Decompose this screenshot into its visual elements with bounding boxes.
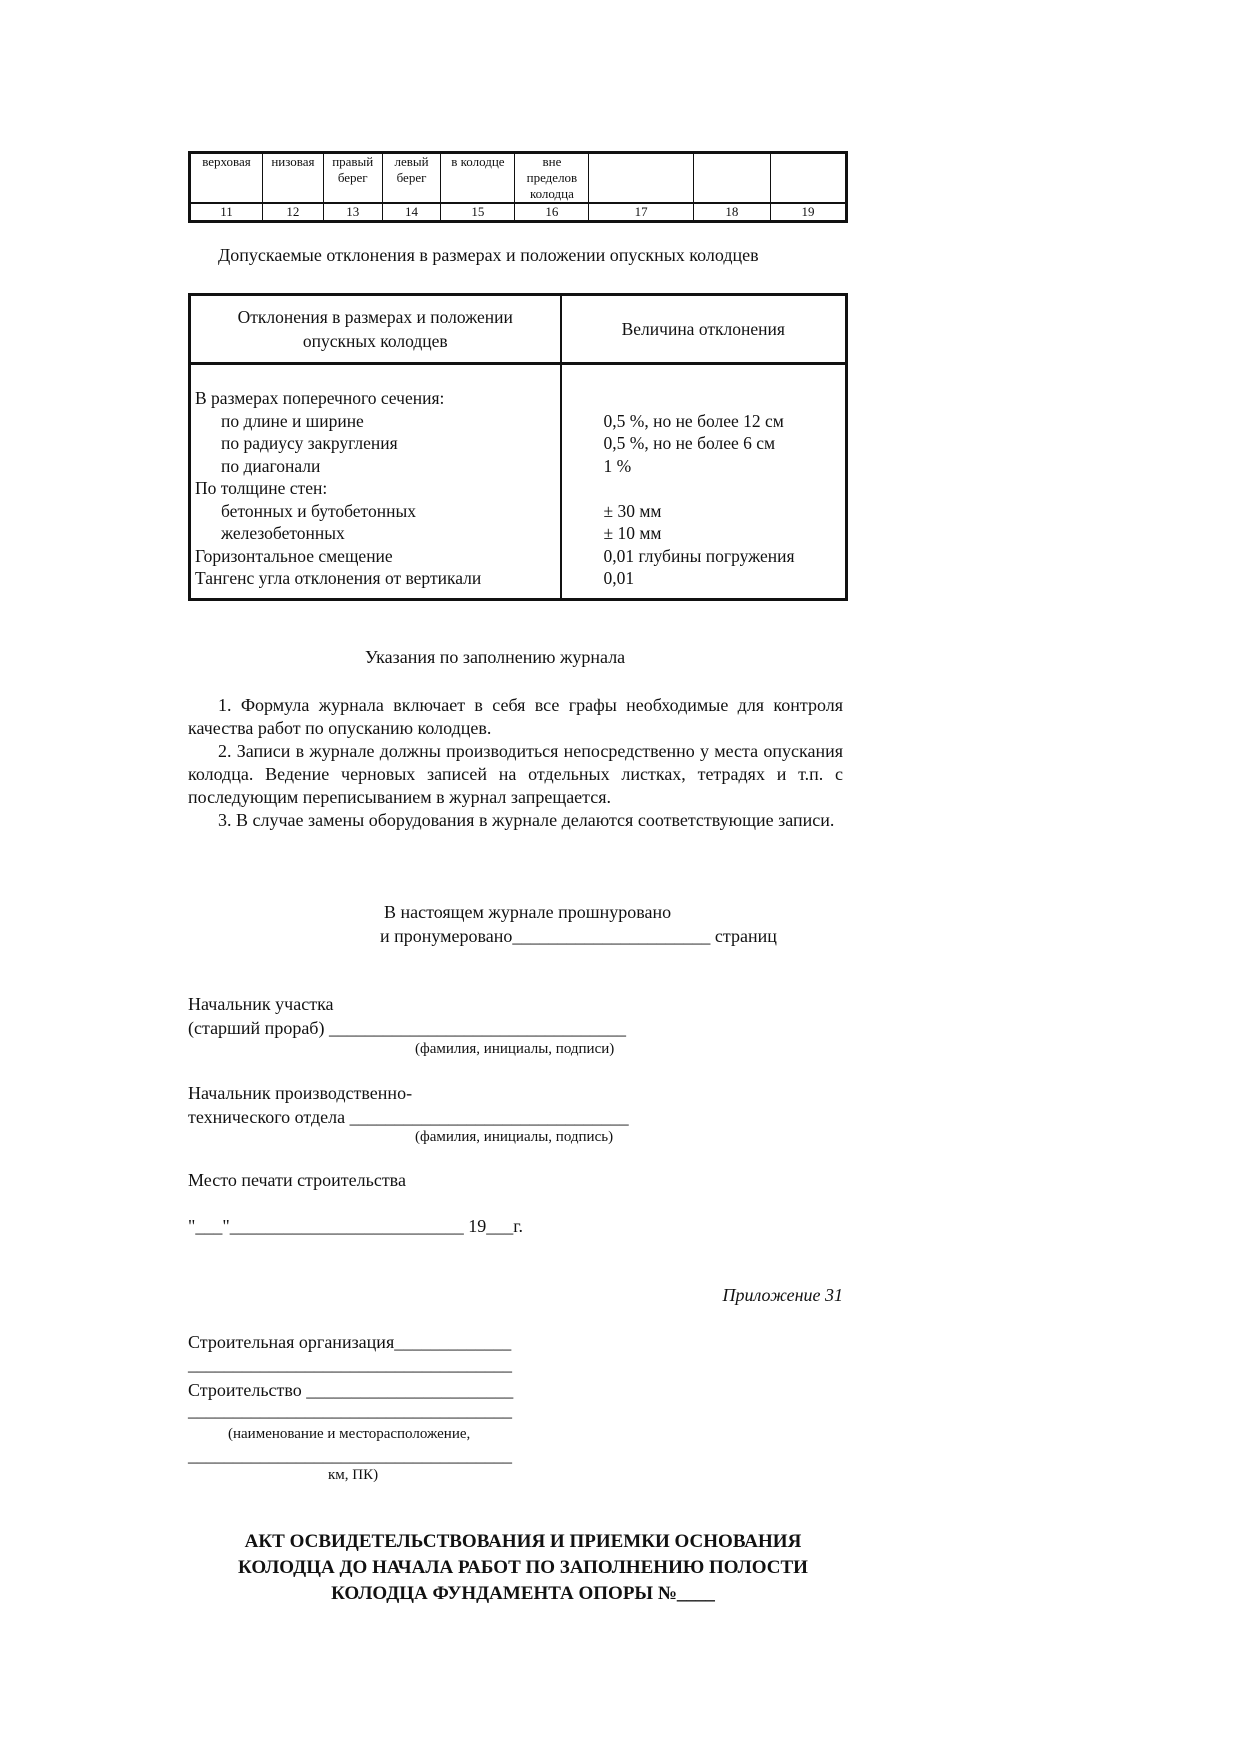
construction-line: Строительство _______________________ [188, 1380, 514, 1400]
col-number: 14 [382, 203, 441, 222]
value-col-header: Величина отклонения [561, 295, 847, 364]
col-header: верховая [190, 153, 263, 204]
deviation-value [604, 387, 846, 410]
deviation-labels [190, 364, 561, 600]
org-line: Строительная организация_____________ [188, 1332, 512, 1352]
deviations-table [188, 293, 848, 601]
col-number: 11 [190, 203, 263, 222]
appendix-label: Приложение 31 [722, 1285, 843, 1305]
binding-line-1: В настоящем журнале прошнуровано [384, 902, 672, 922]
date-line: "___"__________________________ 19___г. [188, 1216, 524, 1236]
instructions-list [188, 694, 843, 832]
act-title-line: КОЛОДЦА ДО НАЧАЛА РАБОТ ПО ЗАПОЛНЕНИЮ ПОЛОСТИ [238, 1557, 808, 1578]
deviation-label: По толщине стен: [195, 478, 328, 498]
col-header: правый берег [323, 153, 382, 204]
pto-caption: (фамилия, инициалы, подпись) [415, 1129, 614, 1145]
deviation-value: 0,01 [603, 568, 635, 588]
blank-line: ____________________________________ [188, 1400, 512, 1420]
col-number: 18 [693, 203, 770, 222]
deviation-label: по диагонали [221, 455, 321, 476]
deviation-value: 1 % [603, 455, 632, 476]
deviation-value: 0,01 глубины погружения [603, 545, 795, 566]
deviation-values [561, 364, 847, 600]
deviation-value: 0,5 %, но не более 6 см [603, 433, 776, 453]
chief-title: Начальник участка [188, 994, 334, 1014]
col-number: 15 [441, 203, 515, 222]
col-number: 17 [589, 203, 693, 222]
name-location-caption: (наименование и месторасположение, [228, 1426, 471, 1442]
journal-columns-table [188, 151, 848, 223]
deviation-label: по длине и ширине [221, 410, 364, 431]
col-header: левый берег [382, 153, 441, 204]
pto-signature-line: технического отдела _______________________________ [188, 1107, 629, 1127]
deviation-label: железобетонных [221, 523, 345, 543]
col-header [693, 153, 770, 204]
instruction-item: 3. В случае замены оборудования в журнале делаются соответствующие записи. [218, 810, 835, 830]
deviation-value: ± 30 мм [603, 500, 662, 521]
deviation-label: Горизонтальное смещение [195, 545, 393, 566]
act-title-line: АКТ ОСВИДЕТЕЛЬСТВОВАНИЯ И ПРИЕМКИ ОСНОВАНИЯ [244, 1531, 802, 1552]
act-title-line: КОЛОДЦА ФУНДАМЕНТА ОПОРЫ №____ [331, 1583, 715, 1604]
deviations-title: Допускаемые отклонения в размерах и положении опускных колодцев [218, 245, 759, 265]
deviation-label: Тангенс угла отклонения от вертикали [195, 568, 482, 588]
blank-line: ____________________________________ [188, 1354, 512, 1374]
col-number: 13 [323, 203, 382, 222]
deviation-value: ± 10 мм [603, 523, 662, 543]
col-header [589, 153, 693, 204]
col-number: 12 [263, 203, 324, 222]
col-number: 19 [770, 203, 846, 222]
deviation-value: 0,5 %, но не более 12 см [603, 410, 784, 431]
chief-signature-line: (старший прораб) _________________________________ [188, 1018, 626, 1038]
col-number: 16 [515, 203, 589, 222]
col-header [770, 153, 846, 204]
act-title [188, 1529, 858, 1607]
deviation-label: В размерах поперечного сечения: [195, 388, 445, 408]
deviation-label: бетонных и бутобетонных [221, 500, 416, 521]
deviation-label: по радиусу закругления [221, 433, 398, 453]
instruction-item: 1. Формула журнала включает в себя все графы необходимые для контроля качества работ по опусканию колодцев. [188, 695, 843, 738]
instructions-title: Указания по заполнению журнала [365, 647, 626, 667]
binding-line-2: и пронумеровано______________________ страниц [380, 926, 777, 946]
col-header: в колодце [441, 153, 515, 204]
blank-line: ____________________________________ [188, 1445, 512, 1465]
deviation-col-header: Отклонения в размерах и положении опускных колодцев [190, 295, 561, 364]
col-header: вне пределов колодца [515, 153, 589, 204]
col-header: низовая [263, 153, 324, 204]
instruction-item: 2. Записи в журнале должны производиться непосредственно у места опускания колодца. Ведение черновых записей на отдельных листках, тетрадях и т.п. с последующим переписыванием в журнал запрещается. [188, 741, 843, 807]
stamp-place: Место печати строительства [188, 1170, 406, 1190]
pto-title: Начальник производственно- [188, 1083, 413, 1103]
chief-caption: (фамилия, инициалы, подписи) [415, 1041, 615, 1057]
deviation-value [604, 477, 846, 500]
km-caption: км, ПК) [328, 1467, 379, 1483]
